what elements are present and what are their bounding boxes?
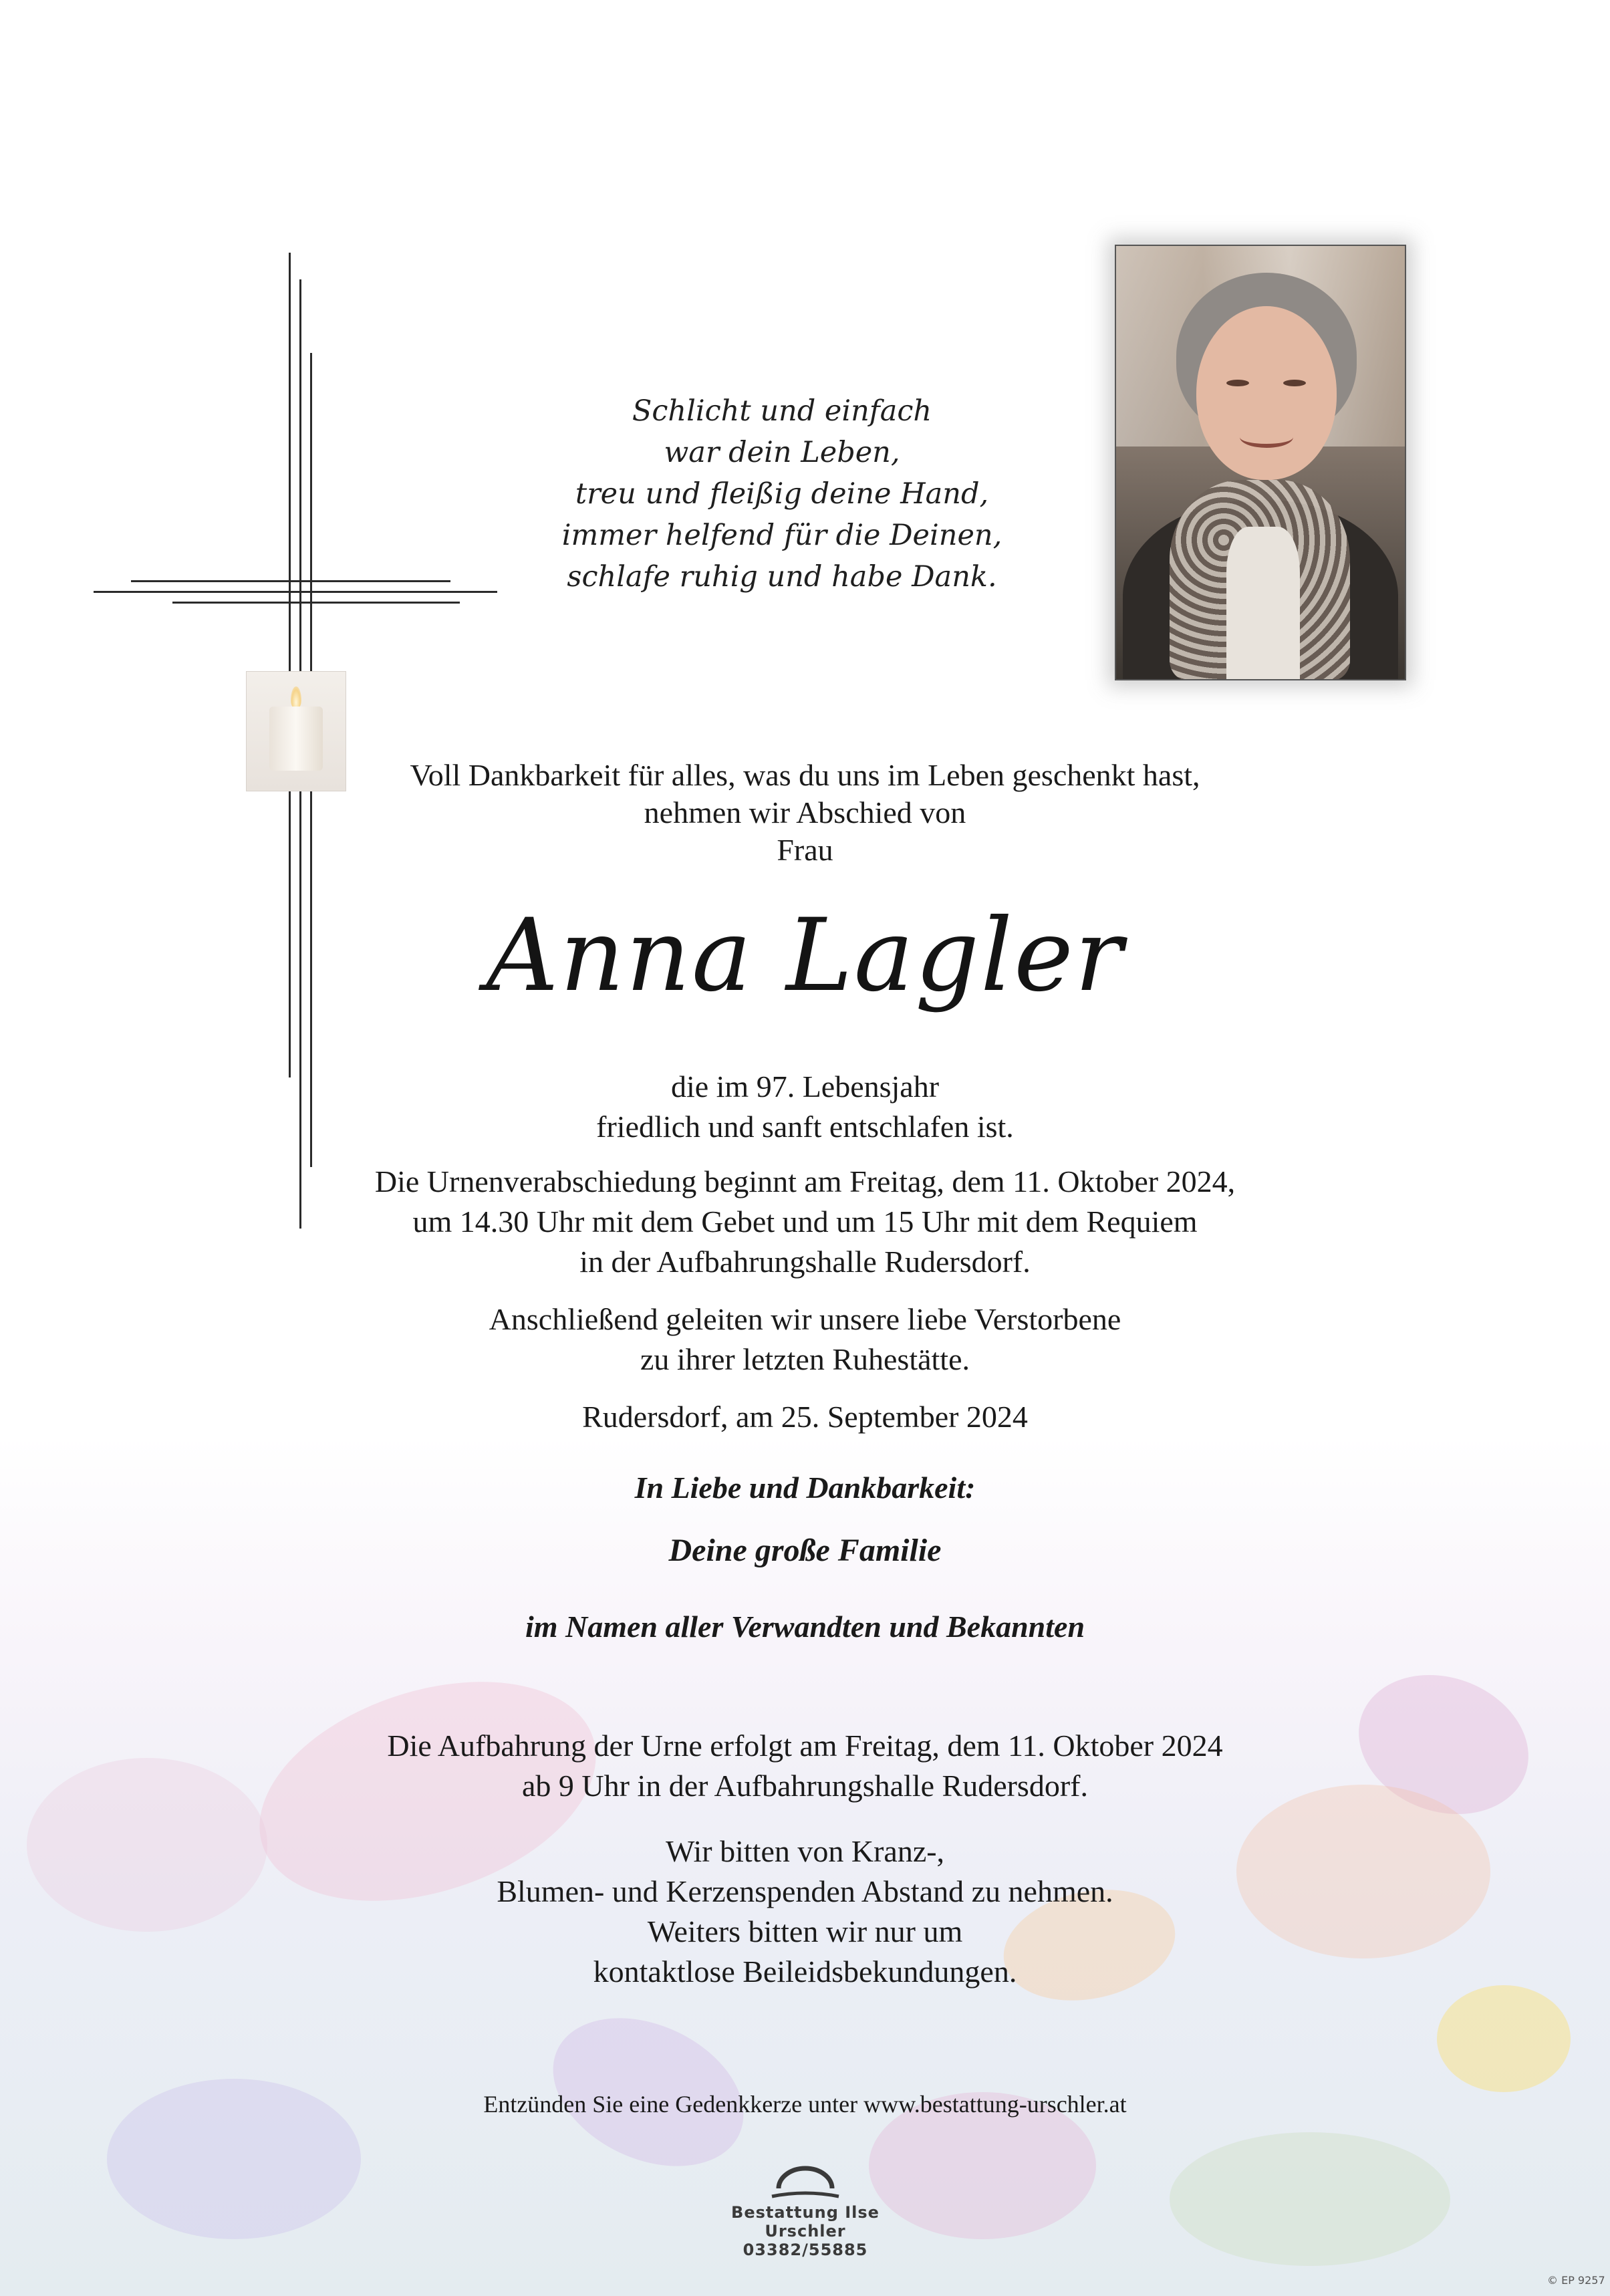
poem-line: schlafe ruhig und habe Dank. (567, 560, 997, 594)
undertaker-name: Bestattung Ilse Urschler (731, 2203, 880, 2241)
request-line: Weiters bitten wir nur um (647, 1914, 963, 1948)
undertaker-phone: 03382/55885 (743, 2241, 868, 2259)
escort-line: Anschließend geleiten wir unsere liebe Verstorbene (489, 1302, 1121, 1336)
flower-petal (1437, 1985, 1571, 2092)
request-line: Blumen- und Kerzenspenden Abstand zu nehmen. (497, 1874, 1113, 1908)
ceremony-line: Die Urnenverabschiedung beginnt am Freitag, dem 11. Oktober 2024, (374, 1164, 1236, 1198)
poem-line: Schlicht und einfach (632, 394, 932, 428)
age-text (0, 1067, 1610, 1147)
request-line: Wir bitten von Kranz-, (665, 1834, 945, 1868)
intro-line: Frau (777, 833, 833, 867)
undertaker-logo (708, 2163, 902, 2259)
deceased-name: Anna Lagler (486, 898, 1124, 1014)
signature-intro: In Liebe und Dankbarkeit: (634, 1471, 976, 1505)
ceremony-text (0, 1162, 1610, 1282)
intro-text (0, 755, 1610, 870)
age-line: friedlich und sanft entschlafen ist. (596, 1110, 1014, 1144)
deceased-portrait (1115, 245, 1406, 680)
poem-line: immer helfend für die Deinen, (561, 519, 1002, 552)
family-signature: Deine große Familie (668, 1533, 942, 1568)
escort-text (0, 1299, 1610, 1380)
age-line: die im 97. Lebensjahr (670, 1069, 940, 1104)
intro-line: Voll Dankbarkeit für alles, was du uns im Leben geschenkt hast, (410, 758, 1200, 792)
ceremony-line: in der Aufbahrungshalle Rudersdorf. (579, 1245, 1031, 1279)
undertaker-logo-icon (765, 2163, 845, 2203)
request-text (0, 1831, 1610, 1992)
memorial-candle-link[interactable]: Entzünden Sie eine Gedenkkerze unter www.bestattung-urschler.at (483, 2091, 1127, 2118)
viewing-text (0, 1726, 1610, 1806)
poem (548, 390, 1016, 598)
ceremony-line: um 14.30 Uhr mit dem Gebet und um 15 Uhr mit dem Requiem (412, 1204, 1198, 1239)
poem-line: treu und fleißig deine Hand, (575, 477, 989, 511)
request-line: kontaktlose Beileidsbekundungen. (593, 1954, 1017, 1989)
viewing-line: ab 9 Uhr in der Aufbahrungshalle Rudersdorf. (522, 1769, 1088, 1803)
place-date: Rudersdorf, am 25. September 2024 (582, 1400, 1028, 1434)
viewing-line: Die Aufbahrung der Urne erfolgt am Freitag, dem 11. Oktober 2024 (387, 1729, 1223, 1763)
relatives-signature: im Namen aller Verwandten und Bekannten (525, 1610, 1085, 1644)
flower-petal (1170, 2132, 1450, 2266)
escort-line: zu ihrer letzten Ruhestätte. (640, 1342, 970, 1376)
poem-line: war dein Leben, (664, 436, 900, 469)
intro-line: nehmen wir Abschied von (644, 795, 966, 830)
print-code: © EP 9257 (1547, 2274, 1605, 2287)
